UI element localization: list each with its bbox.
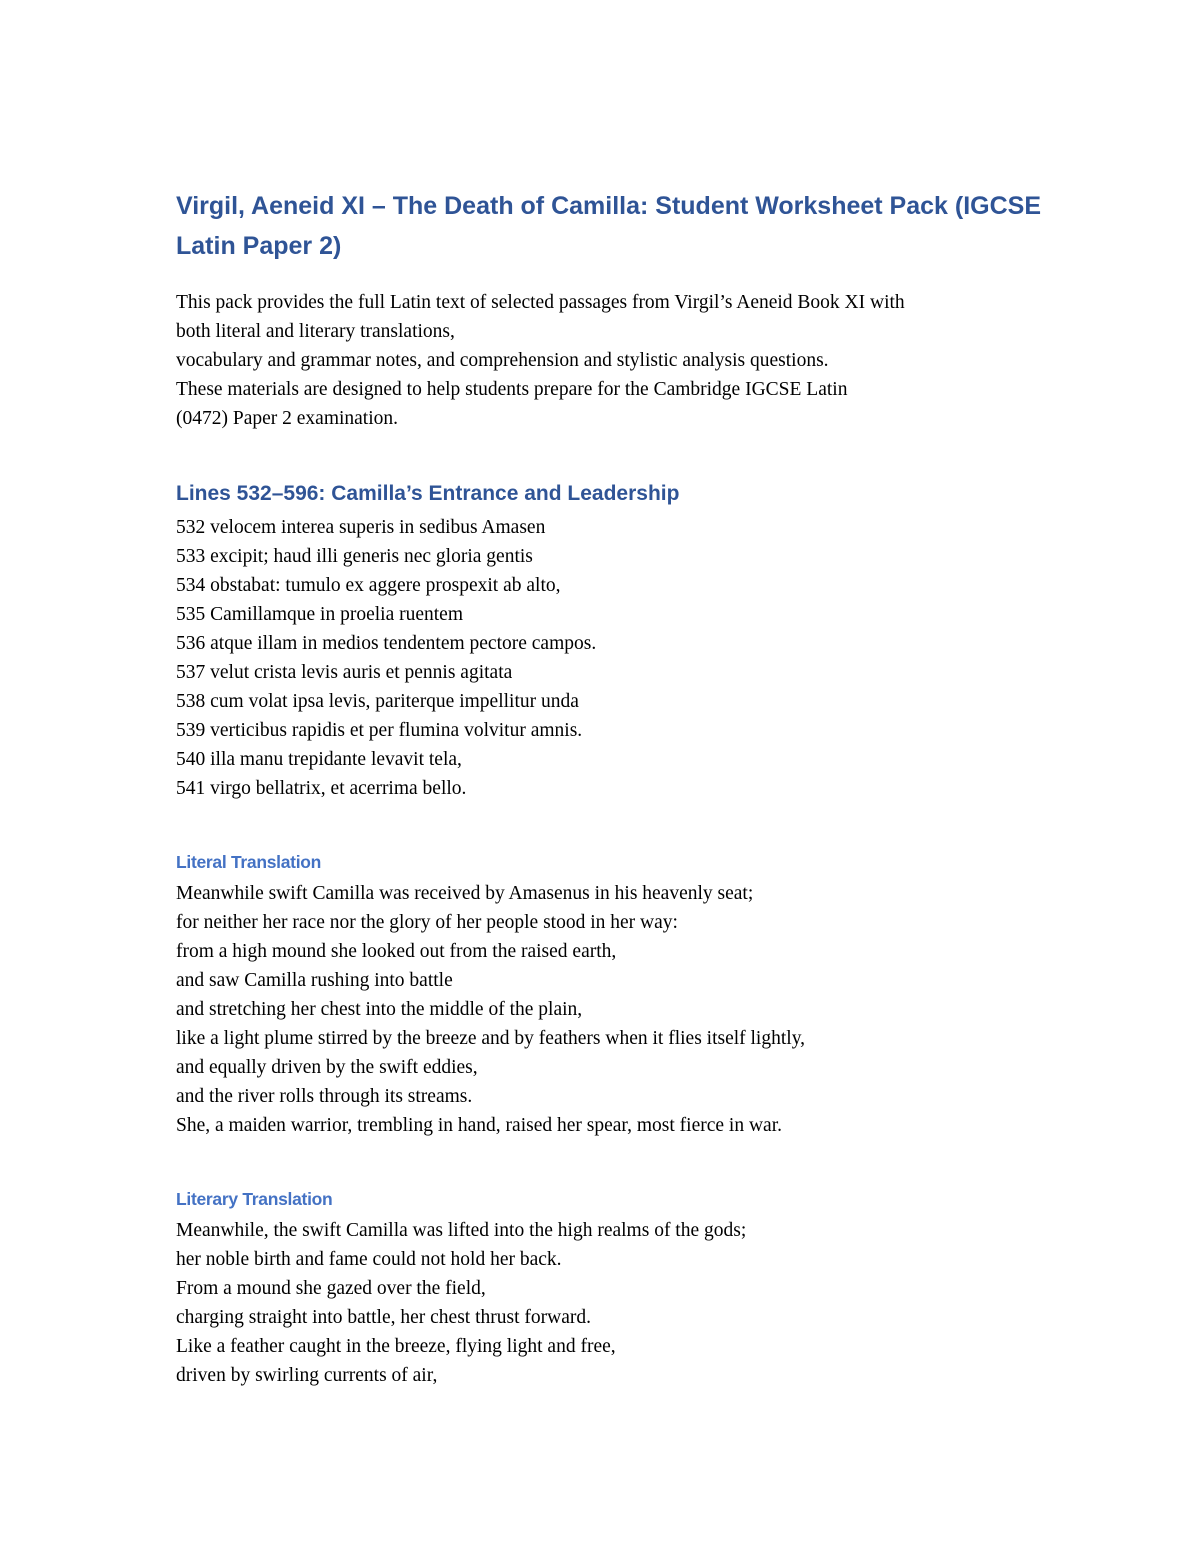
translation-line: driven by swirling currents of air, (176, 1365, 438, 1386)
latin-line: 532 velocem interea superis in sedibus Amasen (176, 517, 546, 538)
latin-line: 540 illa manu trepidante levavit tela, (176, 749, 462, 770)
latin-line: 535 Camillamque in proelia ruentem (176, 604, 464, 625)
latin-line: 541 virgo bellatrix, et acerrima bello. (176, 778, 467, 799)
literary-translation (176, 1216, 1056, 1390)
latin-text (176, 513, 1056, 803)
translation-line: from a high mound she looked out from the raised earth, (176, 941, 617, 962)
translation-line: Meanwhile, the swift Camilla was lifted into the high realms of the gods; (176, 1220, 747, 1241)
latin-line: 539 verticibus rapidis et per flumina volvitur amnis. (176, 720, 583, 741)
intro-line: both literal and literary translations, (176, 321, 455, 342)
intro-line: (0472) Paper 2 examination. (176, 408, 399, 429)
latin-line: 537 velut crista levis auris et pennis agitata (176, 662, 513, 683)
intro-paragraph (176, 288, 1056, 433)
literary-translation-heading: Literary Translation (176, 1189, 333, 1209)
translation-line: and equally driven by the swift eddies, (176, 1057, 478, 1078)
translation-line: and saw Camilla rushing into battle (176, 970, 453, 991)
literal-translation (176, 879, 1056, 1140)
latin-line: 538 cum volat ipsa levis, pariterque impellitur unda (176, 691, 579, 712)
document-page (176, 186, 1056, 1390)
latin-line: 534 obstabat: tumulo ex aggere prospexit ab alto, (176, 575, 561, 596)
section-heading: Lines 532–596: Camilla’s Entrance and Leadership (176, 482, 680, 505)
translation-line: and the river rolls through its streams. (176, 1086, 473, 1107)
translation-line: From a mound she gazed over the field, (176, 1278, 486, 1299)
latin-line: 533 excipit; haud illi generis nec gloria gentis (176, 546, 533, 567)
translation-line: her noble birth and fame could not hold her back. (176, 1249, 562, 1270)
translation-line: Like a feather caught in the breeze, flying light and free, (176, 1336, 616, 1357)
translation-line: like a light plume stirred by the breeze and by feathers when it flies itself lightly, (176, 1028, 806, 1049)
translation-line: charging straight into battle, her chest thrust forward. (176, 1307, 591, 1328)
document-title: Virgil, Aeneid XI – The Death of Camilla: Student Worksheet Pack (IGCSE Latin Paper 2) (176, 192, 1042, 260)
intro-line: This pack provides the full Latin text of selected passages from Virgil’s Aeneid Book XI with (176, 292, 905, 313)
latin-line: 536 atque illam in medios tendentem pectore campos. (176, 633, 597, 654)
translation-line: for neither her race nor the glory of her people stood in her way: (176, 912, 678, 933)
intro-line: These materials are designed to help students prepare for the Cambridge IGCSE Latin (176, 379, 848, 400)
literal-translation-heading: Literal Translation (176, 852, 322, 872)
translation-line: She, a maiden warrior, trembling in hand, raised her spear, most fierce in war. (176, 1115, 782, 1136)
translation-line: Meanwhile swift Camilla was received by Amasenus in his heavenly seat; (176, 883, 754, 904)
intro-line: vocabulary and grammar notes, and comprehension and stylistic analysis questions. (176, 350, 829, 371)
translation-line: and stretching her chest into the middle of the plain, (176, 999, 583, 1020)
